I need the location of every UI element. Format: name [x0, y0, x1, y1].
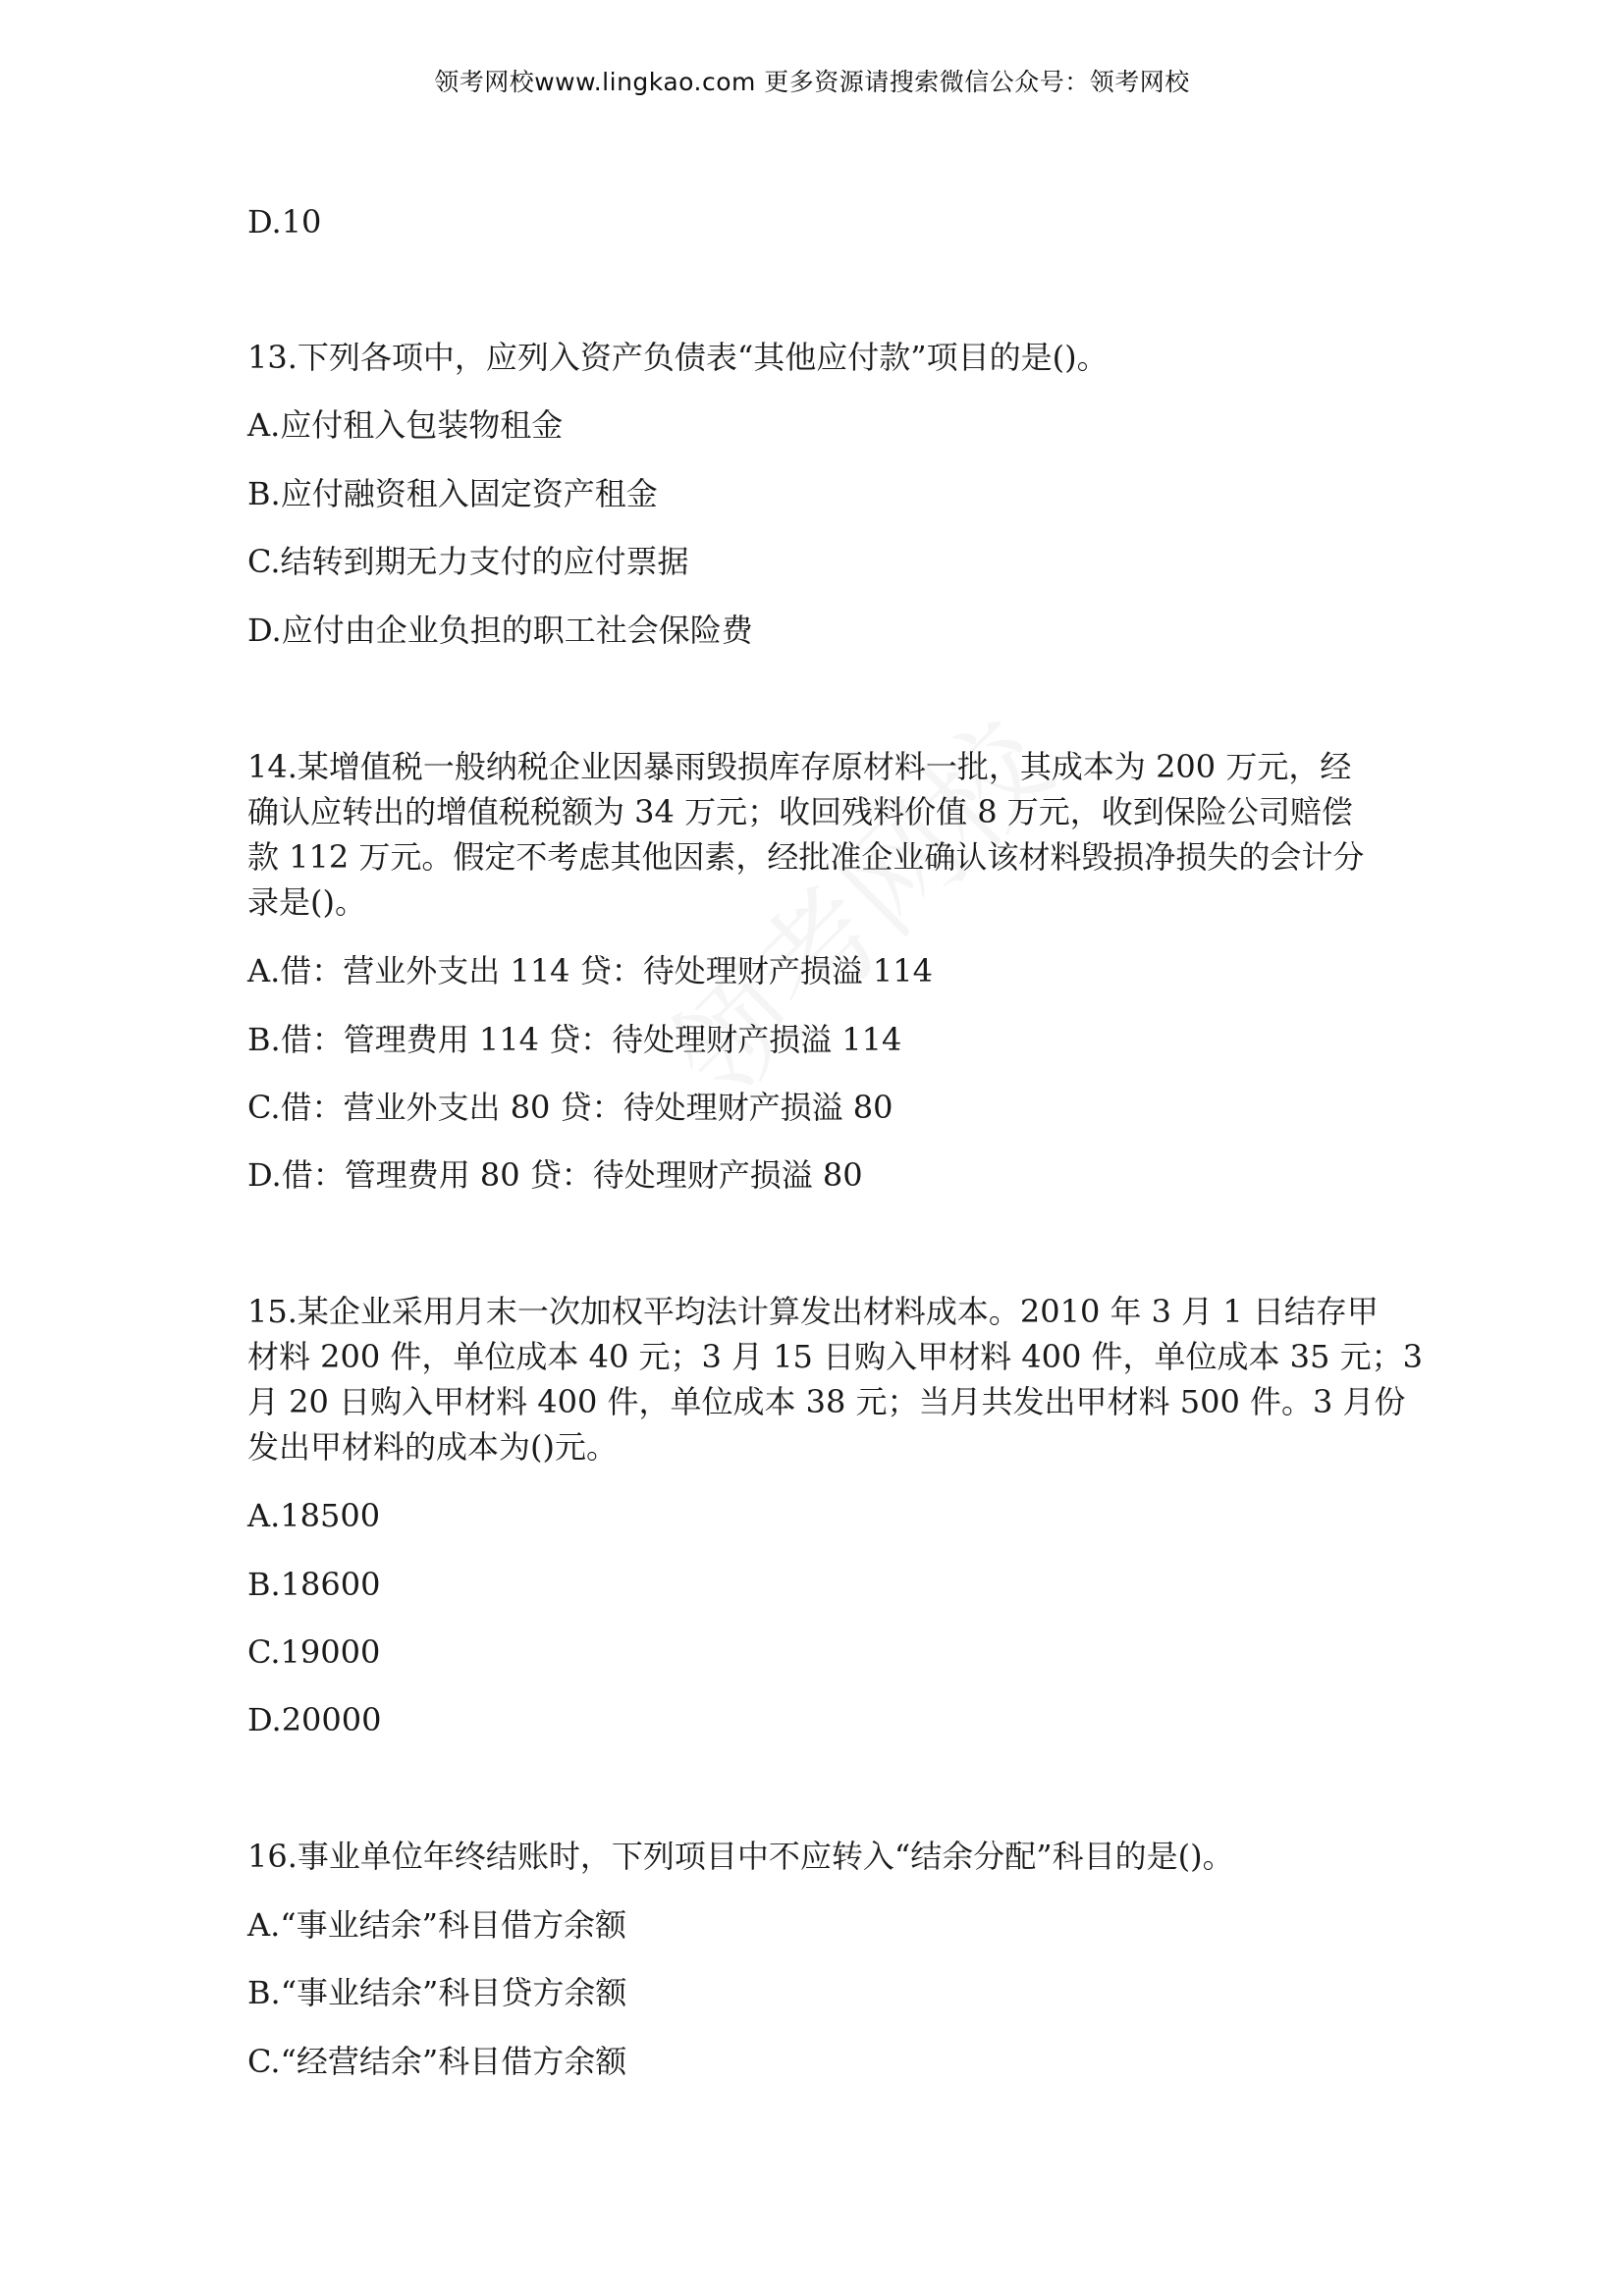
option-line: D.应付由企业负担的职工社会保险费 [247, 612, 753, 649]
question-14-cont: 确认应转出的增值税税额为 34 万元；收回残料价值 8 万元，收到保险公司赔偿 [247, 793, 1353, 830]
question-15-cont: 月 20 日购入甲材料 400 件，单位成本 38 元；当月共发出甲材料 500 件。3 月份 [247, 1383, 1406, 1420]
question-14-cont: 款 112 万元。假定不考虑其他因素，经批准企业确认该材料毁损净损失的会计分 [247, 838, 1365, 876]
option-line: B.借：管理费用 114 贷：待处理财产损溢 114 [247, 1021, 902, 1058]
option-line: B.“事业结余”科目贷方余额 [247, 1974, 627, 2011]
option-line: A.应付租入包装物租金 [247, 406, 564, 444]
option-line: C.结转到期无力支付的应付票据 [247, 543, 689, 580]
option-line: B.18600 [247, 1566, 381, 1603]
option-line: D.20000 [247, 1701, 382, 1738]
text-line: D.10 [247, 203, 322, 240]
option-line: A.18500 [247, 1497, 381, 1534]
question-15-cont: 发出甲材料的成本为()元。 [247, 1428, 618, 1466]
question-15-cont: 材料 200 件，单位成本 40 元；3 月 15 日购入甲材料 400 件，单位成本 35 元；3 [247, 1338, 1423, 1375]
option-line: B.应付融资租入固定资产租金 [247, 475, 658, 512]
option-line: A.“事业结余”科目借方余额 [247, 1906, 627, 1944]
question-15: 15.某企业采用月末一次加权平均法计算发出材料成本。2010 年 3 月 1 日结存甲 [247, 1293, 1379, 1330]
question-16: 16.事业单位年终结账时，下列项目中不应转入“结余分配”科目的是()。 [247, 1838, 1234, 1875]
question-14: 14.某增值税一般纳税企业因暴雨毁损库存原材料一批，其成本为 200 万元，经 [247, 748, 1352, 785]
option-line: D.借：管理费用 80 贷：待处理财产损溢 80 [247, 1156, 863, 1194]
option-line: C.借：营业外支出 80 贷：待处理财产损溢 80 [247, 1089, 893, 1126]
option-line: A.借：营业外支出 114 贷：待处理财产损溢 114 [247, 952, 933, 989]
option-line: C.19000 [247, 1633, 381, 1671]
option-line: C.“经营结余”科目借方余额 [247, 2043, 627, 2080]
page-header: 领考网校www.lingkao.com 更多资源请搜索微信公众号：领考网校 [434, 68, 1190, 96]
question-14-cont: 录是()。 [247, 883, 366, 921]
question-13: 13.下列各项中，应列入资产负债表“其他应付款”项目的是()。 [247, 339, 1109, 376]
